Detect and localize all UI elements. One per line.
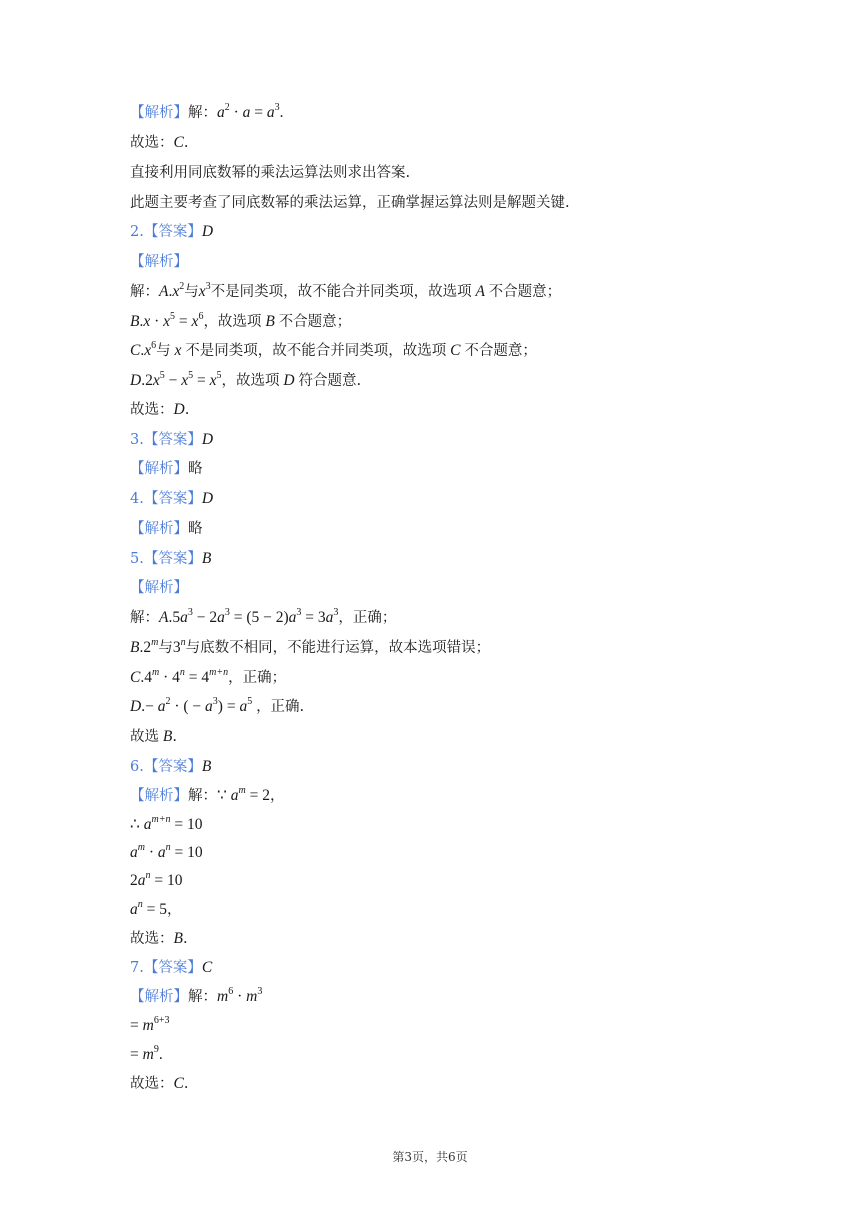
q2-option-b: $B.x \cdot x^5 = x^6$，故选项 B 不合题意； xyxy=(130,310,352,330)
solution-prefix: 解： xyxy=(188,105,217,121)
q5-option-b: B.2$^m$与3$^n$与底数不相同，不能进行运算，故本选项错误； xyxy=(130,636,491,656)
q3-answer-line: 3.【答案】D xyxy=(130,431,214,448)
q4-analysis-line: 【解析】略 xyxy=(130,521,203,537)
q5-analysis-tag: 【解析】 xyxy=(130,580,188,596)
q1-result: 故选：C. xyxy=(130,134,189,151)
q6-answer-line: 6.【答案】B xyxy=(130,758,212,775)
q5-result: 故选 B. xyxy=(130,728,177,745)
q5-option-a: 解：$A.5a^3 - 2a^3 = (5 - 2)a^3 = 3a^3$，正确； xyxy=(130,606,397,626)
q7-step1: = $m^{6+3}$ xyxy=(130,1014,170,1034)
q5-option-c: $C.4^m \cdot 4^n = 4^{m+n}$，正确； xyxy=(130,666,287,686)
q2-result: 故选：D. xyxy=(130,401,190,418)
q5-option-d: $D.- a^2$ · ( − $a^3) = a^5$ ，正确. xyxy=(130,695,305,715)
question-number: 2. xyxy=(130,224,144,240)
q7-step2: = $m^9$. xyxy=(130,1043,163,1063)
q1-analysis-line xyxy=(130,101,284,125)
q2-answer-line xyxy=(130,220,213,244)
q2-option-a: 解：$A.x^2$与$x^3$不是同类项，故不能合并同类项，故选项 A 不合题意； xyxy=(130,280,562,300)
q6-result: 故选：B. xyxy=(130,930,188,947)
q5-answer-line: 5.【答案】B xyxy=(130,550,212,567)
q2-option-c: $C.x^6$与 x 不是同类项，故不能合并同类项，故选项 C 不合题意； xyxy=(130,339,537,359)
q1-note1: 直接利用同底数幂的乘法运算法则求出答案. xyxy=(130,165,411,181)
q4-answer-line: 4.【答案】D xyxy=(130,490,214,507)
q1-note2: 此题主要考查了同底数幂的乘法运算，正确掌握运算法则是解题关键. xyxy=(130,195,570,211)
q6-step4: $a^n = 5$， xyxy=(130,898,182,918)
formula: $a^2 \cdot a = a^3$. xyxy=(217,101,284,121)
q2-option-d: $D.2x^5 - x^5 = x^5$，故选项 D 符合题意. xyxy=(130,369,362,389)
q6-step3: $2a^n = 10$ xyxy=(130,869,183,889)
q2-analysis-tag: 【解析】 xyxy=(130,254,188,270)
q3-analysis-line: 【解析】略 xyxy=(130,461,203,477)
answer-tag: 【答案】 xyxy=(143,224,202,240)
q6-step2: $a^m \cdot a^n = 10$ xyxy=(130,841,203,861)
q6-step1: ∴ $a^{m+n} = 10$ xyxy=(130,813,203,833)
q7-result: 故选：C. xyxy=(130,1075,189,1092)
analysis-tag: 【解析】 xyxy=(130,105,188,121)
q7-answer-line: 7.【答案】C xyxy=(130,959,213,976)
q7-analysis-line: 【解析】解：$m^6 \cdot m^3$ xyxy=(130,985,263,1005)
q6-analysis-line: 【解析】解：∵ $a^m = 2$， xyxy=(130,784,285,804)
answer-letter: D xyxy=(201,223,214,240)
page-footer: 第3页，共6页 xyxy=(392,1150,468,1164)
